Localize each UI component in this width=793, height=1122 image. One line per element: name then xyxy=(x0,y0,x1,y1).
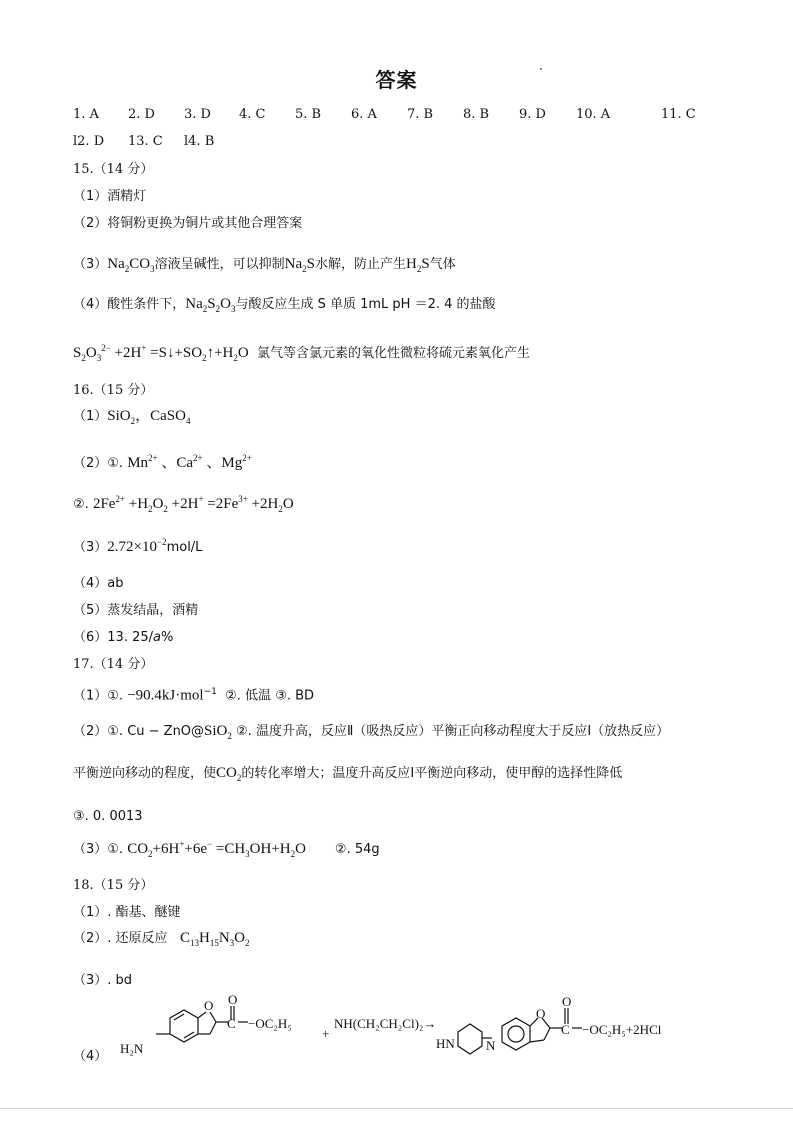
q16-answer-4: （4）ab xyxy=(73,576,124,591)
mcq-answer: 8. B xyxy=(463,107,490,122)
carbonyl-oxygen: O xyxy=(228,992,238,1007)
ester-group: −OC₂H₅ xyxy=(248,1016,292,1031)
q16-answer-2: （2）①. $Mn^{2+}$ 、$Ca^{2+}$ 、$Mg^{2+}$ xyxy=(73,453,252,471)
reagent-label: NH(CH₂CH₂Cl)₂→ xyxy=(334,1016,437,1031)
stray-dot xyxy=(540,68,542,70)
furan-oxygen: O xyxy=(204,998,214,1013)
amine-group: H₂N xyxy=(120,1041,144,1056)
mcq-answer: 9. D xyxy=(519,107,546,122)
mcq-answer: 1. A xyxy=(73,107,99,122)
reaction-scheme xyxy=(100,990,760,1070)
q17-heading: 17.（14 分） xyxy=(73,657,154,672)
mcq-answer: 2. D xyxy=(128,107,155,122)
q16-answer-6: （6）13. 25/a% xyxy=(73,630,174,645)
q17-answer-1: （1）①. −90.4kJ·mol$^{-1}$ ②. 低温 ③. BD xyxy=(73,687,315,704)
product-furan-oxygen: O xyxy=(536,1006,546,1021)
q16-answer-5: （5）蒸发结晶，酒精 xyxy=(73,603,199,618)
q16-answer-3: $(3)2.72\times 10^{-2}mol/L$ xyxy=(73,537,203,555)
q15-answer-2: （2）将铜粉更换为铜片或其他合理答案 xyxy=(73,216,303,231)
q15-heading: 15.（14 分） xyxy=(73,162,154,177)
mcq-answer: l4. B xyxy=(184,134,215,149)
q18-answer-3: （3）. bd xyxy=(73,973,133,988)
mcq-answer: 7. B xyxy=(407,107,434,122)
q15-answer-3: $(3)Na_2CO_3$溶液呈碱性，可以抑制$Na_2S$水解，防止产生$H_2S$气体 xyxy=(73,256,456,274)
carbonyl-carbon: C xyxy=(227,1016,236,1031)
q18-answer-4-label: （4） xyxy=(73,1049,108,1064)
mcq-answer: 10. A xyxy=(576,107,611,122)
mcq-answer: 4. C xyxy=(239,107,266,122)
plus-sign: + xyxy=(322,1026,330,1041)
mcq-answer: 5. B xyxy=(295,107,322,122)
mcq-answer: 11. C xyxy=(661,107,696,122)
q15-equation: $S_2O_3^{2-} +2H^+$ $=S↓+SO_2↑+H_2O$ 氯气等含氯元素的氧化性微粒将硫元素氧化产生 xyxy=(73,343,530,363)
product-carbonyl-carbon: C xyxy=(561,1022,570,1037)
q18-answer-1: （1）. 酯基、醚键 xyxy=(73,905,181,920)
q17-answer-2-cont: 平衡逆向移动的程度，使$CO_2$的转化率增大；温度升高反应Ⅰ平衡逆向移动，使甲醇的选择性降低 xyxy=(73,765,623,783)
mcq-answer: 3. D xyxy=(184,107,211,122)
q18-answer-2: （2）. 还原反应 $C_{13}H_{15}N_3O_2$ xyxy=(73,930,250,948)
q17-answer-2-3: ③. 0. 0013 xyxy=(73,809,143,824)
product-ester-group: −OC₂H₅+2HCl xyxy=(582,1022,662,1037)
page-bottom-border xyxy=(0,1108,793,1109)
page-title: 答案 xyxy=(375,68,418,92)
q17-answer-2: （2）①. Cu − ZnO@SiO$_2$ ②. 温度升高，反应Ⅱ（吸热反应）平衡正向移动程度大于反应Ⅰ（放热反应） xyxy=(73,723,670,741)
thiosulfate-equation: $S_2O_3^{2-} +2H^+$ $=S↓+SO_2↑+H_2O$ xyxy=(73,343,249,363)
q16-answer-2b: ②. $2Fe^{2+} +H_2O_2 +2H^+ =2Fe^{3+} +2H_2O$ xyxy=(73,494,294,514)
q15-answer-4: （4）酸性条件下，$Na_2S_2O_3$与酸反应生成 S 单质 1mL pH ＝2. 4 的盐酸 xyxy=(73,296,496,314)
q16-heading: 16.（15 分） xyxy=(73,383,154,398)
mcq-answer: 6. A xyxy=(351,107,377,122)
mcq-answer: l2. D xyxy=(73,134,105,149)
product-carbonyl-oxygen: O xyxy=(562,994,572,1009)
piperazine-n: N xyxy=(486,1038,496,1053)
mcq-answer: 13. C xyxy=(128,134,163,149)
q18-heading: 18.（15 分） xyxy=(73,878,154,893)
q16-answer-1: （1）SiO$_2$，CaSO$_4$ xyxy=(73,408,191,426)
q15-answer-1: （1）酒精灯 xyxy=(73,189,147,204)
piperazine-nh: HN xyxy=(436,1036,455,1051)
q17-answer-3: （3）①. $CO_2+6H^++6e^- =CH_3OH+H_2O$ ②. 54g xyxy=(73,839,380,859)
